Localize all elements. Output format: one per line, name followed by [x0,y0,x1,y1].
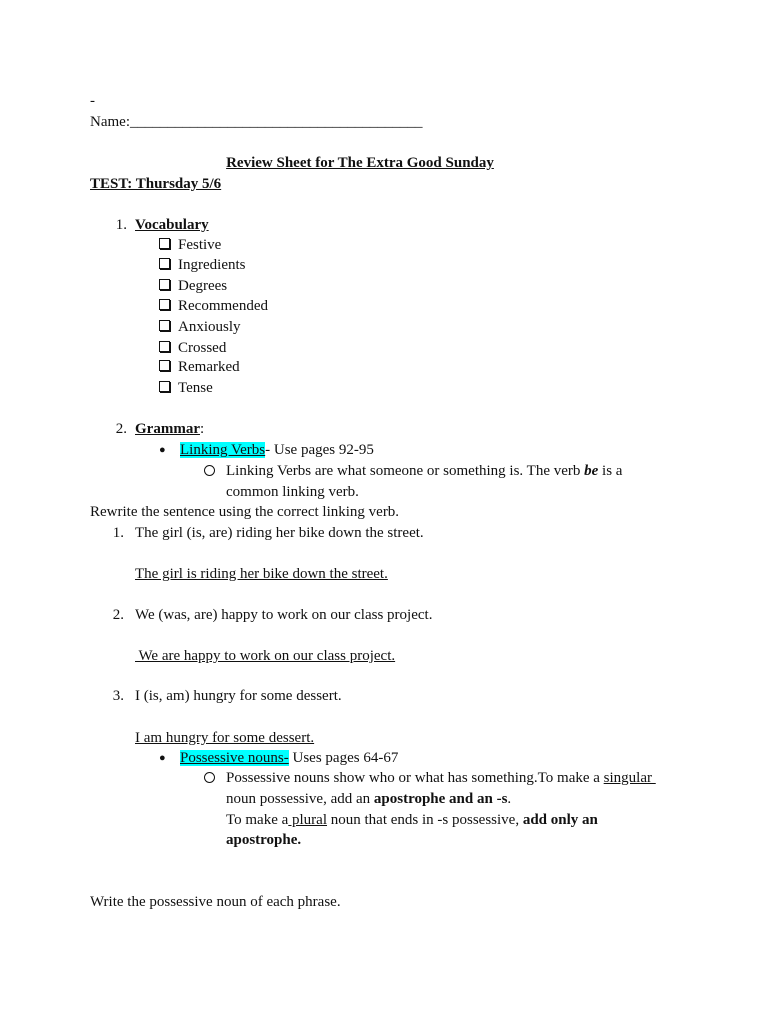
page-title: Review Sheet for The Extra Good Sunday [226,155,494,171]
header-dash: - [90,93,95,109]
sentence-answer: We are happy to work on our class project. [135,648,396,664]
text-run: To make a [226,812,289,828]
possessive-desc-line4: apostrophe. [226,832,302,848]
text-run: . [507,791,512,807]
checkbox-icon [159,360,170,371]
vocab-word: Degrees [178,278,228,294]
linking-verbs-label: Linking Verbs [180,442,266,458]
checkbox-icon [159,279,170,290]
vocab-word: Anxiously [178,319,241,335]
sentence-prompt: We (was, are) happy to work on our class project. [135,607,433,623]
vocab-word: Tense [178,380,213,396]
linking-verbs-line [180,440,374,460]
possessive-desc-line1 [226,768,656,788]
text-run: noun that ends in -s possessive, [327,812,523,828]
linking-desc-line1 [226,461,622,481]
text-run: is a [598,463,623,479]
text-run: singular [603,770,656,786]
vocab-item [159,317,241,337]
text-run: add only an [522,812,598,828]
sentence-number: 2. [112,607,124,623]
bullet-icon: ● [159,444,166,456]
vocab-number: 1. [115,217,127,233]
test-date: TEST: Thursday 5/6 [90,176,222,192]
checkbox-icon [159,258,170,269]
hollow-bullet-icon [204,465,215,476]
text-run: noun possessive, add an [226,791,374,807]
text-run: plural [288,812,328,828]
vocab-item [159,276,227,296]
vocab-item [159,296,268,316]
grammar-heading-line [135,419,204,439]
rewrite-instruction: Rewrite the sentence using the correct linking verb. [90,504,400,520]
sentence-answer: The girl is riding her bike down the street. [135,566,388,582]
grammar-colon: : [199,421,205,437]
vocab-item [159,357,240,377]
vocab-item [159,378,213,398]
sentence-number: 3. [112,688,124,704]
vocab-word: Remarked [178,359,240,375]
checkbox-icon [159,238,170,249]
hollow-bullet-icon [204,772,215,783]
sentence-prompt: I (is, am) hungry for some dessert. [135,688,342,704]
checkbox-icon [159,381,170,392]
name-label: Name: [90,114,130,130]
grammar-number: 2. [115,421,127,437]
text-run: be [584,463,599,479]
checkbox-icon [159,320,170,331]
checkbox-icon [159,299,170,310]
vocab-word: Festive [178,237,222,253]
vocab-word: Ingredients [178,257,246,273]
text-run: Possessive nouns show who or what has something.To make a [226,770,604,786]
possessive-desc-line2 [226,789,511,809]
linking-verbs-pages: - Use pages 92-95 [265,442,374,458]
possessive-nouns-line [180,748,398,768]
possessive-nouns-label: Possessive nouns- [180,750,289,766]
vocab-word: Crossed [178,340,227,356]
name-line [90,112,422,132]
text-run: apostrophe and an -s [373,791,508,807]
possessive-nouns-pages: Uses pages 64-67 [288,750,399,766]
grammar-heading: Grammar [135,421,200,437]
name-blank: _______________________________________ [129,114,423,130]
possessive-desc-line3 [226,810,598,830]
vocab-item [159,255,245,275]
sentence-answer: I am hungry for some dessert. [135,730,315,746]
checkbox-icon [159,341,170,352]
vocab-word: Recommended [178,298,268,314]
text-run: Linking Verbs are what someone or something is. The verb [226,463,585,479]
bullet-icon: ● [159,752,166,764]
sentence-number: 1. [112,525,124,541]
vocab-heading: Vocabulary [135,217,209,233]
linking-desc-line2: common linking verb. [226,484,359,500]
vocab-item [159,235,221,255]
sentence-prompt: The girl (is, are) riding her bike down the street. [135,525,424,541]
vocab-item [159,338,226,358]
write-instruction: Write the possessive noun of each phrase. [90,894,341,910]
